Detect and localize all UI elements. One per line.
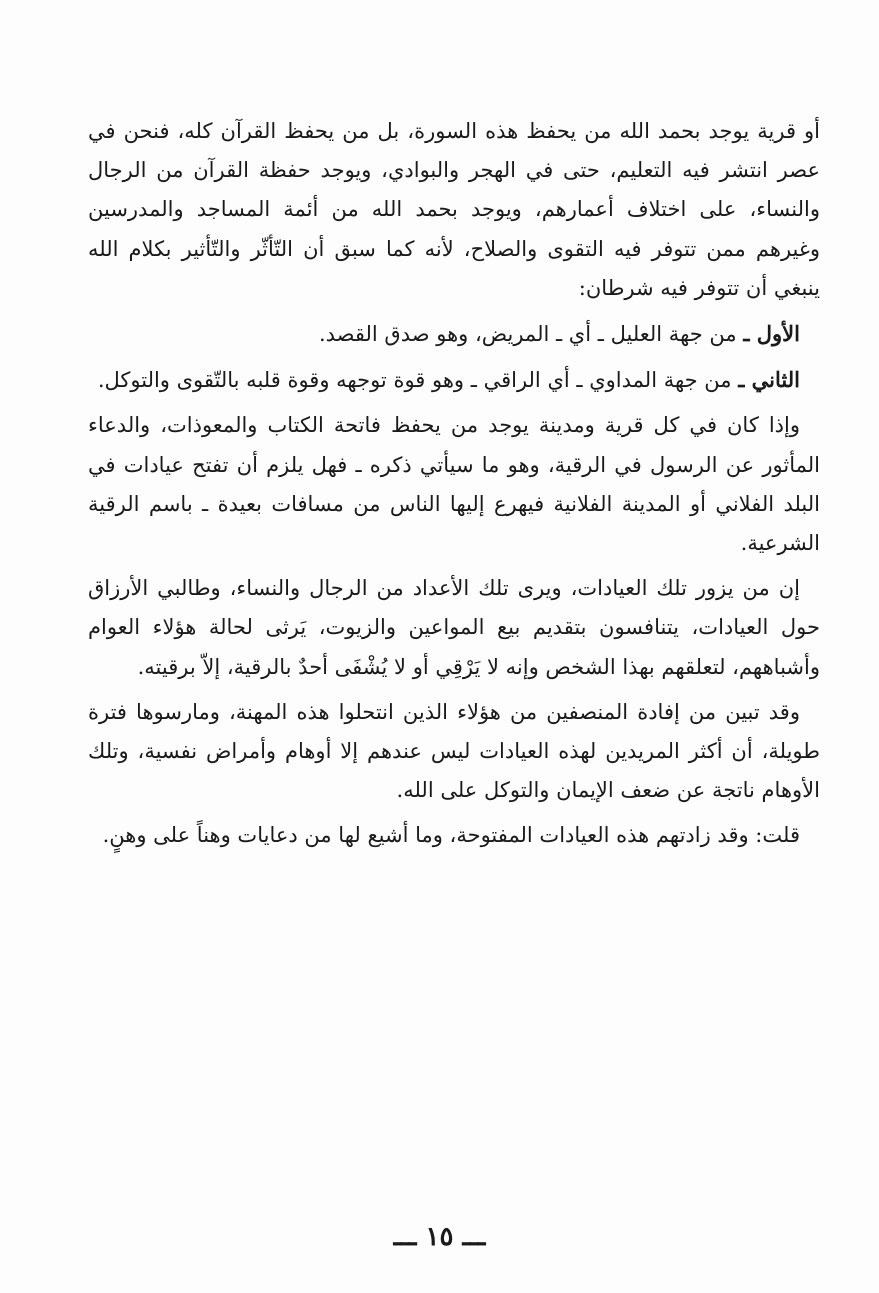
body-text xyxy=(88,112,820,862)
paragraph-testimony xyxy=(88,693,820,811)
paragraph-text: وإذا كان في كل قرية ومدينة يوجد من يحفظ فاتحة الكتاب والمعوذات، والدعاء المأثور عن الرسول في الرقية، وهو ما سيأتي ذكره ـ فهل يلزم أن تفتح عيادات في البلد الفلاني أو المدينة الفلانية فيهرع إليها الناس من مسافات بعيدة ـ باسم الرقية الشرعية. xyxy=(88,413,820,556)
page-number: ـــ ١٥ ـــ xyxy=(393,1222,486,1252)
paragraph-text: من جهة العليل ـ أي ـ المريض، وهو صدق القصد. xyxy=(318,322,744,347)
paragraph-second-condition xyxy=(88,360,820,400)
paragraph-intro xyxy=(88,112,820,308)
paragraph-clinic-visitors xyxy=(88,569,820,687)
paragraph-first-condition xyxy=(88,314,820,354)
first-condition-label: الأول ـ xyxy=(743,321,800,347)
paragraph-text: إن من يزور تلك العيادات، ويرى تلك الأعداد من الرجال والنساء، وطالبي الأرزاق حول العيادات، يتنافسون بتقديم بيع المواعين والزيوت، يَرثى لحالة هؤلاء العوام وأشباههم، لتعلقهم بهذا الشخص وإنه لا يَرْقِي أو لا يُشْفَى أحدٌ بالرقية، إلاّ برقيته. xyxy=(88,576,820,679)
paragraph-text: من جهة المداوي ـ أي الراقي ـ وهو قوة توجهه وقوة قلبه بالتّقوى والتوكل. xyxy=(97,368,739,393)
paragraph-text: قلت: وقد زادتهم هذه العيادات المفتوحة، وما أشيع لها من دعايات وهناً على وهنٍ. xyxy=(102,823,800,848)
second-condition-label: الثاني ـ xyxy=(738,367,800,393)
paragraph-clinics-question xyxy=(88,406,820,563)
paragraph-text: أو قرية يوجد بحمد الله من يحفظ هذه السورة، بل من يحفظ القرآن كله، فنحن في عصر انتشر فيه التعليم، حتى في الهجر والبوادي، ويوجد حفظة القرآن من الرجال والنساء، على اختلاف أعمارهم، ويوجد بحمد الله من أئمة المساجد والمدرسين وغيرهم ممن تتوفر فيه التقوى والصلاح، لأنه كما سبق أن التّأثّر والتّأثير بكلام الله ينبغي أن تتوفر فيه شرطان: xyxy=(88,119,820,300)
paragraph-text: وقد تبين من إفادة المنصفين من هؤلاء الذين انتحلوا هذه المهنة، ومارسوها فترة طويلة، أن أكثر المريدين لهذه العيادات ليس عندهم إلا أوهام وأمراض نفسية، وتلك الأوهام ناتجة عن ضعف الإيمان والتوكل على الله. xyxy=(88,699,820,803)
paragraph-conclusion xyxy=(88,816,820,855)
